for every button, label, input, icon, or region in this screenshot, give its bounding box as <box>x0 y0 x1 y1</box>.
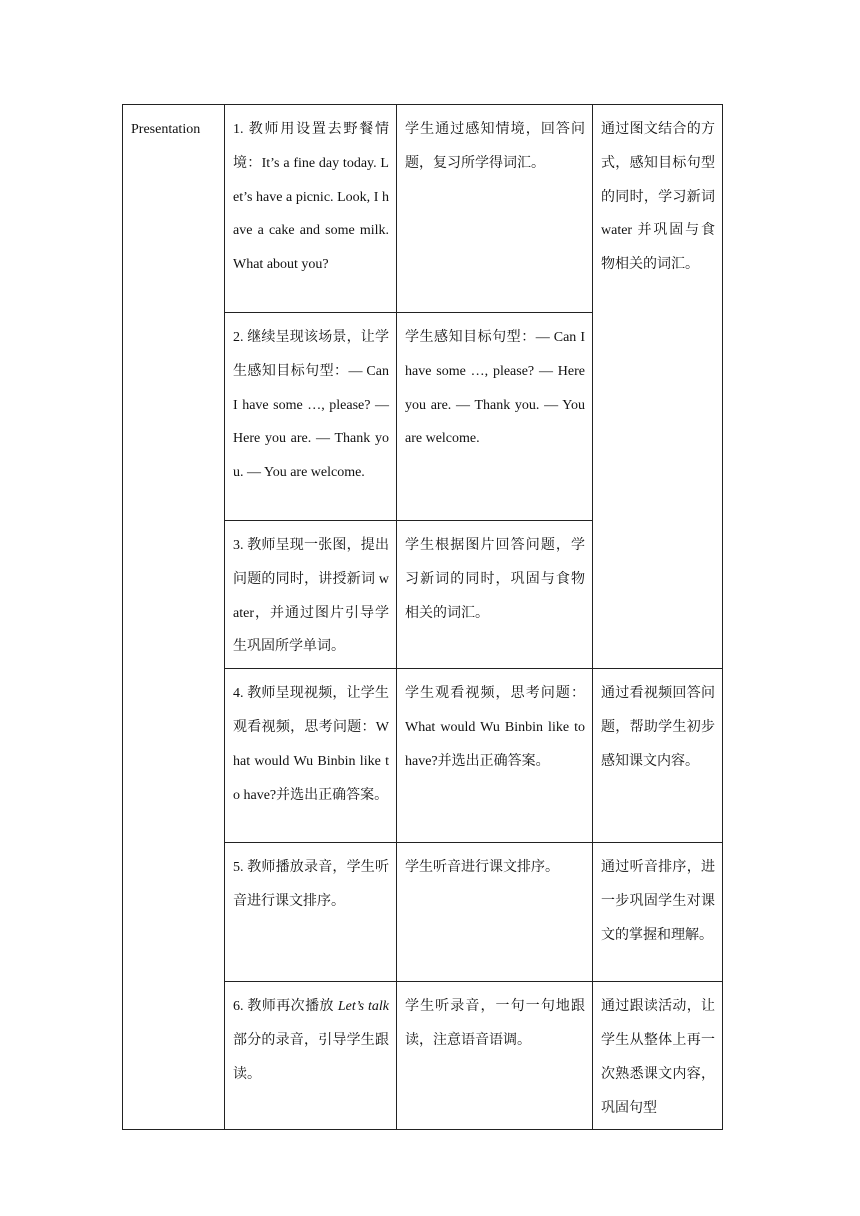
stage-cell: Presentation <box>123 105 225 1130</box>
teacher-activity-cell: 2. 继续呈现该场景，让学生感知目标句型：— Can I have some …, please? — Here you are. — Thank you. — You are welcome. <box>225 313 397 521</box>
teacher-activity-cell: 4. 教师呈现视频，让学生观看视频，思考问题：What would Wu Binbin like to have?并选出正确答案。 <box>225 669 397 843</box>
teacher-activity-cell: 5. 教师播放录音，学生听音进行课文排序。 <box>225 843 397 982</box>
purpose-cell: 通过图文结合的方式，感知目标句型的同时，学习新词 water 并巩固与食物相关的词汇。 <box>593 105 723 669</box>
lesson-plan-table <box>122 104 723 1130</box>
student-activity-cell: 学生根据图片回答问题，学习新词的同时，巩固与食物相关的词汇。 <box>397 521 593 669</box>
student-activity-cell: 学生通过感知情境，回答问题，复习所学得词汇。 <box>397 105 593 313</box>
table-row <box>123 105 723 313</box>
student-activity-cell: 学生观看视频，思考问题：What would Wu Binbin like to have?并选出正确答案。 <box>397 669 593 843</box>
teacher-activity-cell: 1. 教师用设置去野餐情境：It’s a fine day today. Let’s have a picnic. Look, I have a cake and some milk. What about you? <box>225 105 397 313</box>
teacher-activity-italic: Let’s talk <box>337 999 389 1015</box>
student-activity-cell: 学生感知目标句型：— Can I have some …, please? — Here you are. — Thank you. — You are welcome. <box>397 313 593 521</box>
teacher-activity-cell: 3. 教师呈现一张图，提出问题的同时，讲授新词 water，并通过图片引导学生巩固所学单词。 <box>225 521 397 669</box>
student-activity-cell: 学生听音进行课文排序。 <box>397 843 593 982</box>
teacher-activity-text: 6. 教师再次播放 <box>233 999 338 1015</box>
purpose-cell: 通过跟读活动，让学生从整体上再一次熟悉课文内容，巩固句型 <box>593 982 723 1130</box>
student-activity-cell: 学生听录音，一句一句地跟读，注意语音语调。 <box>397 982 593 1130</box>
teacher-activity-text: 部分的录音，引导学生跟读。 <box>233 1032 389 1082</box>
teacher-activity-cell <box>225 982 397 1130</box>
purpose-cell: 通过听音排序，进一步巩固学生对课文的掌握和理解。 <box>593 843 723 982</box>
purpose-cell: 通过看视频回答问题，帮助学生初步感知课文内容。 <box>593 669 723 843</box>
